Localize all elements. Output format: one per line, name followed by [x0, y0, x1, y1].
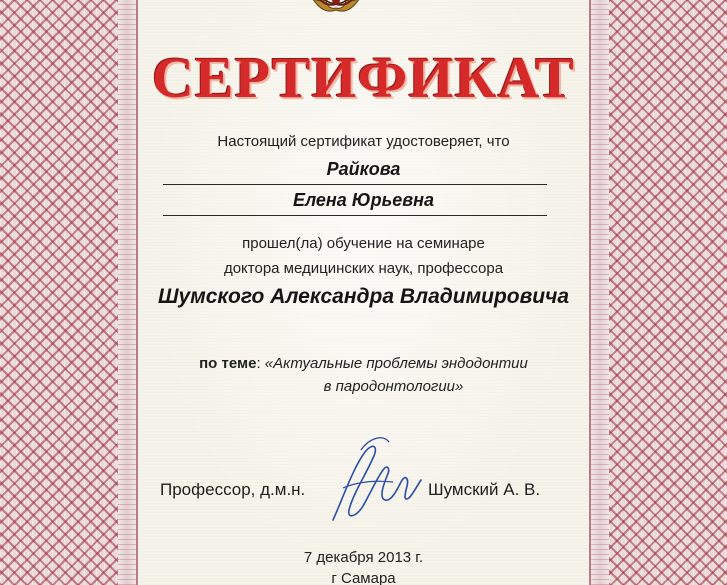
signer-name: Шумский А. В. — [428, 480, 541, 499]
recipient-surname: Райкова — [326, 159, 401, 179]
signer-position: Профессор, д.м.н. — [160, 480, 306, 499]
topic-value-line2: в пародонтологии» — [323, 378, 464, 395]
coat-of-arms-icon — [300, 0, 372, 16]
given-names-underline — [163, 215, 547, 216]
completed-training-text: прошел(ла) обучение на семинаре — [242, 235, 485, 252]
topic-value-line1: «Актуальные проблемы эндодонтии — [264, 355, 528, 372]
lecturer-name: Шумского Александра Владимировича — [157, 285, 570, 308]
certificate-city: г Самара — [331, 570, 396, 585]
recipient-given-names: Елена Юрьевна — [292, 190, 435, 210]
topic-colon: : — [256, 355, 265, 372]
intro-text: Настоящий сертификат удостоверяет, что — [217, 133, 510, 150]
certificate-date: 7 декабря 2013 г. — [303, 549, 424, 566]
surname-underline — [163, 184, 547, 185]
certificate-title: СЕРТИФИКАТ — [152, 45, 575, 110]
signature-row — [0, 480, 727, 506]
topic-label: по теме — [199, 355, 257, 372]
topic-line — [0, 355, 727, 372]
topic-line-2 — [0, 378, 727, 395]
lecturer-title: доктора медицинских наук, профессора — [223, 260, 504, 277]
